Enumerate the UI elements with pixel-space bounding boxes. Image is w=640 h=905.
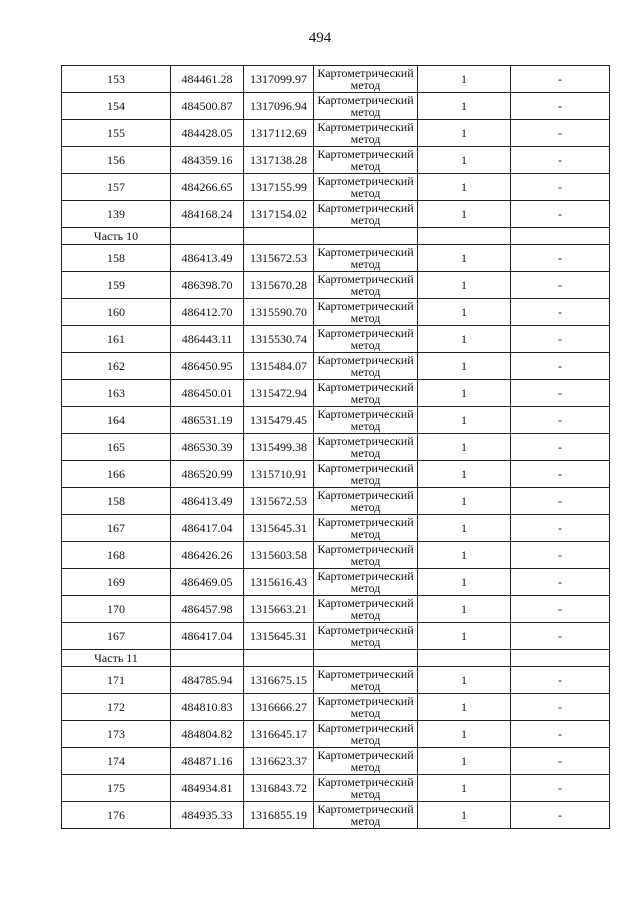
table-row <box>62 569 610 596</box>
table-row <box>62 623 610 650</box>
accuracy-cell: 1 <box>418 326 511 353</box>
point-number-cell: 167 <box>62 515 171 542</box>
method-line-1: Картометрический <box>317 174 414 188</box>
note-cell: - <box>511 174 610 201</box>
method-cell <box>314 326 418 353</box>
method-cell <box>314 775 418 802</box>
table-row <box>62 66 610 93</box>
method-line-2: метод <box>350 132 381 146</box>
method-line-2: метод <box>350 105 381 119</box>
method-line-1: Картометрический <box>317 380 414 394</box>
point-number-cell: 161 <box>62 326 171 353</box>
method-line-2: метод <box>350 213 381 227</box>
accuracy-cell: 1 <box>418 515 511 542</box>
y-coordinate-cell: 1315670.28 <box>244 272 314 299</box>
method-line-2: метод <box>350 78 381 92</box>
x-coordinate-cell: 486417.04 <box>171 515 244 542</box>
point-number-cell: 166 <box>62 461 171 488</box>
accuracy-cell: 1 <box>418 748 511 775</box>
method-line-2: метод <box>350 500 381 514</box>
point-number-cell: 173 <box>62 721 171 748</box>
x-coordinate-cell: 484934.81 <box>171 775 244 802</box>
y-coordinate-cell: 1315472.94 <box>244 380 314 407</box>
table-row <box>62 174 610 201</box>
method-cell <box>314 201 418 228</box>
method-line-2: метод <box>350 706 381 720</box>
table-row <box>62 245 610 272</box>
method-cell <box>314 515 418 542</box>
y-coordinate-cell: 1315710.91 <box>244 461 314 488</box>
x-coordinate-cell: 484810.83 <box>171 694 244 721</box>
y-coordinate-cell: 1316623.37 <box>244 748 314 775</box>
accuracy-cell: 1 <box>418 802 511 829</box>
section-header-row <box>62 650 610 667</box>
table-row <box>62 93 610 120</box>
x-coordinate-cell: 484428.05 <box>171 120 244 147</box>
point-number-cell: 167 <box>62 623 171 650</box>
accuracy-cell: 1 <box>418 299 511 326</box>
point-number-cell: 155 <box>62 120 171 147</box>
x-coordinate-cell: 484168.24 <box>171 201 244 228</box>
note-cell: - <box>511 380 610 407</box>
point-number-cell: 168 <box>62 542 171 569</box>
x-coordinate-cell: 484461.28 <box>171 66 244 93</box>
method-line-1: Картометрический <box>317 120 414 134</box>
note-cell: - <box>511 569 610 596</box>
x-coordinate-cell: 486412.70 <box>171 299 244 326</box>
x-coordinate-cell: 486531.19 <box>171 407 244 434</box>
y-coordinate-cell: 1317155.99 <box>244 174 314 201</box>
method-line-2: метод <box>350 159 381 173</box>
accuracy-cell: 1 <box>418 667 511 694</box>
point-number-cell: 156 <box>62 147 171 174</box>
table-row <box>62 694 610 721</box>
method-cell <box>314 802 418 829</box>
note-cell: - <box>511 407 610 434</box>
empty-cell <box>171 228 244 245</box>
table-row <box>62 299 610 326</box>
accuracy-cell: 1 <box>418 66 511 93</box>
y-coordinate-cell: 1316675.15 <box>244 667 314 694</box>
y-coordinate-cell: 1317138.28 <box>244 147 314 174</box>
method-cell <box>314 623 418 650</box>
method-line-1: Картометрический <box>317 299 414 313</box>
x-coordinate-cell: 486457.98 <box>171 596 244 623</box>
table-row <box>62 201 610 228</box>
y-coordinate-cell: 1317099.97 <box>244 66 314 93</box>
method-line-1: Картометрический <box>317 667 414 681</box>
y-coordinate-cell: 1316666.27 <box>244 694 314 721</box>
table-row <box>62 326 610 353</box>
note-cell: - <box>511 201 610 228</box>
method-line-2: метод <box>350 635 381 649</box>
y-coordinate-cell: 1315645.31 <box>244 623 314 650</box>
point-number-cell: 175 <box>62 775 171 802</box>
x-coordinate-cell: 486417.04 <box>171 623 244 650</box>
x-coordinate-cell: 484500.87 <box>171 93 244 120</box>
point-number-cell: 174 <box>62 748 171 775</box>
point-number-cell: 158 <box>62 245 171 272</box>
note-cell: - <box>511 775 610 802</box>
method-line-1: Картометрический <box>317 326 414 340</box>
method-line-2: метод <box>350 608 381 622</box>
method-cell <box>314 147 418 174</box>
x-coordinate-cell: 486530.39 <box>171 434 244 461</box>
empty-cell <box>244 228 314 245</box>
empty-cell <box>314 650 418 667</box>
method-line-1: Картометрический <box>317 623 414 637</box>
method-line-1: Картометрический <box>317 515 414 529</box>
y-coordinate-cell: 1317112.69 <box>244 120 314 147</box>
accuracy-cell: 1 <box>418 596 511 623</box>
table-row <box>62 407 610 434</box>
method-line-1: Картометрический <box>317 488 414 502</box>
x-coordinate-cell: 484266.65 <box>171 174 244 201</box>
method-line-1: Картометрический <box>317 596 414 610</box>
table-row <box>62 667 610 694</box>
y-coordinate-cell: 1315616.43 <box>244 569 314 596</box>
accuracy-cell: 1 <box>418 542 511 569</box>
table-row <box>62 434 610 461</box>
point-number-cell: 158 <box>62 488 171 515</box>
method-line-2: метод <box>350 527 381 541</box>
method-line-2: метод <box>350 186 381 200</box>
page-number: 494 <box>308 30 332 46</box>
point-number-cell: 162 <box>62 353 171 380</box>
table-row <box>62 775 610 802</box>
y-coordinate-cell: 1315603.58 <box>244 542 314 569</box>
method-cell <box>314 569 418 596</box>
method-cell <box>314 596 418 623</box>
accuracy-cell: 1 <box>418 407 511 434</box>
method-cell <box>314 694 418 721</box>
method-line-2: метод <box>350 733 381 747</box>
note-cell: - <box>511 66 610 93</box>
method-line-2: метод <box>350 760 381 774</box>
x-coordinate-cell: 486450.01 <box>171 380 244 407</box>
y-coordinate-cell: 1315530.74 <box>244 326 314 353</box>
y-coordinate-cell: 1315663.21 <box>244 596 314 623</box>
point-number-cell: 169 <box>62 569 171 596</box>
method-cell <box>314 434 418 461</box>
table-row <box>62 802 610 829</box>
accuracy-cell: 1 <box>418 272 511 299</box>
method-cell <box>314 174 418 201</box>
method-line-1: Картометрический <box>317 694 414 708</box>
empty-cell <box>314 228 418 245</box>
x-coordinate-cell: 486398.70 <box>171 272 244 299</box>
accuracy-cell: 1 <box>418 721 511 748</box>
method-line-1: Картометрический <box>317 272 414 286</box>
method-cell <box>314 272 418 299</box>
section-label: Часть 10 <box>62 228 171 245</box>
method-line-2: метод <box>350 581 381 595</box>
note-cell: - <box>511 245 610 272</box>
note-cell: - <box>511 542 610 569</box>
method-line-2: метод <box>350 554 381 568</box>
accuracy-cell: 1 <box>418 353 511 380</box>
y-coordinate-cell: 1315672.53 <box>244 245 314 272</box>
y-coordinate-cell: 1316645.17 <box>244 721 314 748</box>
method-line-1: Картометрический <box>317 461 414 475</box>
note-cell: - <box>511 802 610 829</box>
method-cell <box>314 407 418 434</box>
table-row <box>62 488 610 515</box>
method-line-2: метод <box>350 257 381 271</box>
table-row <box>62 380 610 407</box>
section-header-row <box>62 228 610 245</box>
note-cell: - <box>511 93 610 120</box>
method-line-1: Картометрический <box>317 748 414 762</box>
method-line-2: метод <box>350 392 381 406</box>
accuracy-cell: 1 <box>418 174 511 201</box>
point-number-cell: 159 <box>62 272 171 299</box>
y-coordinate-cell: 1317096.94 <box>244 93 314 120</box>
accuracy-cell: 1 <box>418 694 511 721</box>
y-coordinate-cell: 1316855.19 <box>244 802 314 829</box>
y-coordinate-cell: 1315484.07 <box>244 353 314 380</box>
note-cell: - <box>511 515 610 542</box>
accuracy-cell: 1 <box>418 488 511 515</box>
note-cell: - <box>511 694 610 721</box>
y-coordinate-cell: 1315479.45 <box>244 407 314 434</box>
method-line-1: Картометрический <box>317 245 414 259</box>
method-line-1: Картометрический <box>317 353 414 367</box>
method-cell <box>314 380 418 407</box>
table-row <box>62 596 610 623</box>
method-cell <box>314 748 418 775</box>
method-line-1: Картометрический <box>317 201 414 215</box>
method-line-2: метод <box>350 338 381 352</box>
point-number-cell: 170 <box>62 596 171 623</box>
method-line-1: Картометрический <box>317 569 414 583</box>
note-cell: - <box>511 488 610 515</box>
method-line-1: Картометрический <box>317 542 414 556</box>
table-body <box>62 66 610 829</box>
y-coordinate-cell: 1317154.02 <box>244 201 314 228</box>
point-number-cell: 176 <box>62 802 171 829</box>
method-cell <box>314 120 418 147</box>
x-coordinate-cell: 486443.11 <box>171 326 244 353</box>
note-cell: - <box>511 461 610 488</box>
table-row <box>62 542 610 569</box>
method-line-2: метод <box>350 473 381 487</box>
note-cell: - <box>511 434 610 461</box>
x-coordinate-cell: 486426.26 <box>171 542 244 569</box>
method-cell <box>314 721 418 748</box>
method-line-1: Картометрический <box>317 802 414 816</box>
method-line-1: Картометрический <box>317 407 414 421</box>
x-coordinate-cell: 486413.49 <box>171 245 244 272</box>
accuracy-cell: 1 <box>418 147 511 174</box>
point-number-cell: 172 <box>62 694 171 721</box>
accuracy-cell: 1 <box>418 380 511 407</box>
x-coordinate-cell: 486413.49 <box>171 488 244 515</box>
note-cell: - <box>511 596 610 623</box>
x-coordinate-cell: 484804.82 <box>171 721 244 748</box>
y-coordinate-cell: 1315672.53 <box>244 488 314 515</box>
table-row <box>62 748 610 775</box>
method-cell <box>314 93 418 120</box>
method-cell <box>314 542 418 569</box>
method-line-2: метод <box>350 365 381 379</box>
note-cell: - <box>511 721 610 748</box>
table-row <box>62 353 610 380</box>
y-coordinate-cell: 1315645.31 <box>244 515 314 542</box>
accuracy-cell: 1 <box>418 93 511 120</box>
accuracy-cell: 1 <box>418 434 511 461</box>
x-coordinate-cell: 484785.94 <box>171 667 244 694</box>
x-coordinate-cell: 484871.16 <box>171 748 244 775</box>
method-line-2: метод <box>350 311 381 325</box>
empty-cell <box>418 228 511 245</box>
point-number-cell: 154 <box>62 93 171 120</box>
note-cell: - <box>511 326 610 353</box>
accuracy-cell: 1 <box>418 461 511 488</box>
method-cell <box>314 461 418 488</box>
point-number-cell: 157 <box>62 174 171 201</box>
method-line-2: метод <box>350 419 381 433</box>
method-line-2: метод <box>350 284 381 298</box>
x-coordinate-cell: 484359.16 <box>171 147 244 174</box>
method-cell <box>314 66 418 93</box>
table-row <box>62 272 610 299</box>
section-label: Часть 11 <box>62 650 171 667</box>
note-cell: - <box>511 748 610 775</box>
note-cell: - <box>511 623 610 650</box>
point-number-cell: 153 <box>62 66 171 93</box>
note-cell: - <box>511 353 610 380</box>
method-line-1: Картометрический <box>317 66 414 80</box>
point-number-cell: 139 <box>62 201 171 228</box>
accuracy-cell: 1 <box>418 775 511 802</box>
table-row <box>62 120 610 147</box>
method-line-1: Картометрический <box>317 93 414 107</box>
table-row <box>62 461 610 488</box>
empty-cell <box>244 650 314 667</box>
point-number-cell: 164 <box>62 407 171 434</box>
accuracy-cell: 1 <box>418 623 511 650</box>
table-row <box>62 721 610 748</box>
method-cell <box>314 353 418 380</box>
x-coordinate-cell: 484935.33 <box>171 802 244 829</box>
point-number-cell: 160 <box>62 299 171 326</box>
method-line-2: метод <box>350 679 381 693</box>
method-cell <box>314 245 418 272</box>
method-cell <box>314 488 418 515</box>
empty-cell <box>171 650 244 667</box>
note-cell: - <box>511 667 610 694</box>
method-cell <box>314 667 418 694</box>
method-line-2: метод <box>350 814 381 828</box>
method-line-1: Картометрический <box>317 147 414 161</box>
coordinates-table <box>61 65 610 829</box>
note-cell: - <box>511 147 610 174</box>
point-number-cell: 163 <box>62 380 171 407</box>
table-row <box>62 515 610 542</box>
y-coordinate-cell: 1315499.38 <box>244 434 314 461</box>
note-cell: - <box>511 272 610 299</box>
method-line-1: Картометрический <box>317 721 414 735</box>
point-number-cell: 171 <box>62 667 171 694</box>
point-number-cell: 165 <box>62 434 171 461</box>
method-line-1: Картометрический <box>317 434 414 448</box>
x-coordinate-cell: 486450.95 <box>171 353 244 380</box>
method-line-2: метод <box>350 446 381 460</box>
empty-cell <box>418 650 511 667</box>
accuracy-cell: 1 <box>418 120 511 147</box>
x-coordinate-cell: 486520.99 <box>171 461 244 488</box>
method-cell <box>314 299 418 326</box>
table-row <box>62 147 610 174</box>
y-coordinate-cell: 1315590.70 <box>244 299 314 326</box>
accuracy-cell: 1 <box>418 245 511 272</box>
accuracy-cell: 1 <box>418 201 511 228</box>
method-line-2: метод <box>350 787 381 801</box>
empty-cell <box>511 650 610 667</box>
y-coordinate-cell: 1316843.72 <box>244 775 314 802</box>
accuracy-cell: 1 <box>418 569 511 596</box>
note-cell: - <box>511 299 610 326</box>
empty-cell <box>511 228 610 245</box>
method-line-1: Картометрический <box>317 775 414 789</box>
note-cell: - <box>511 120 610 147</box>
x-coordinate-cell: 486469.05 <box>171 569 244 596</box>
